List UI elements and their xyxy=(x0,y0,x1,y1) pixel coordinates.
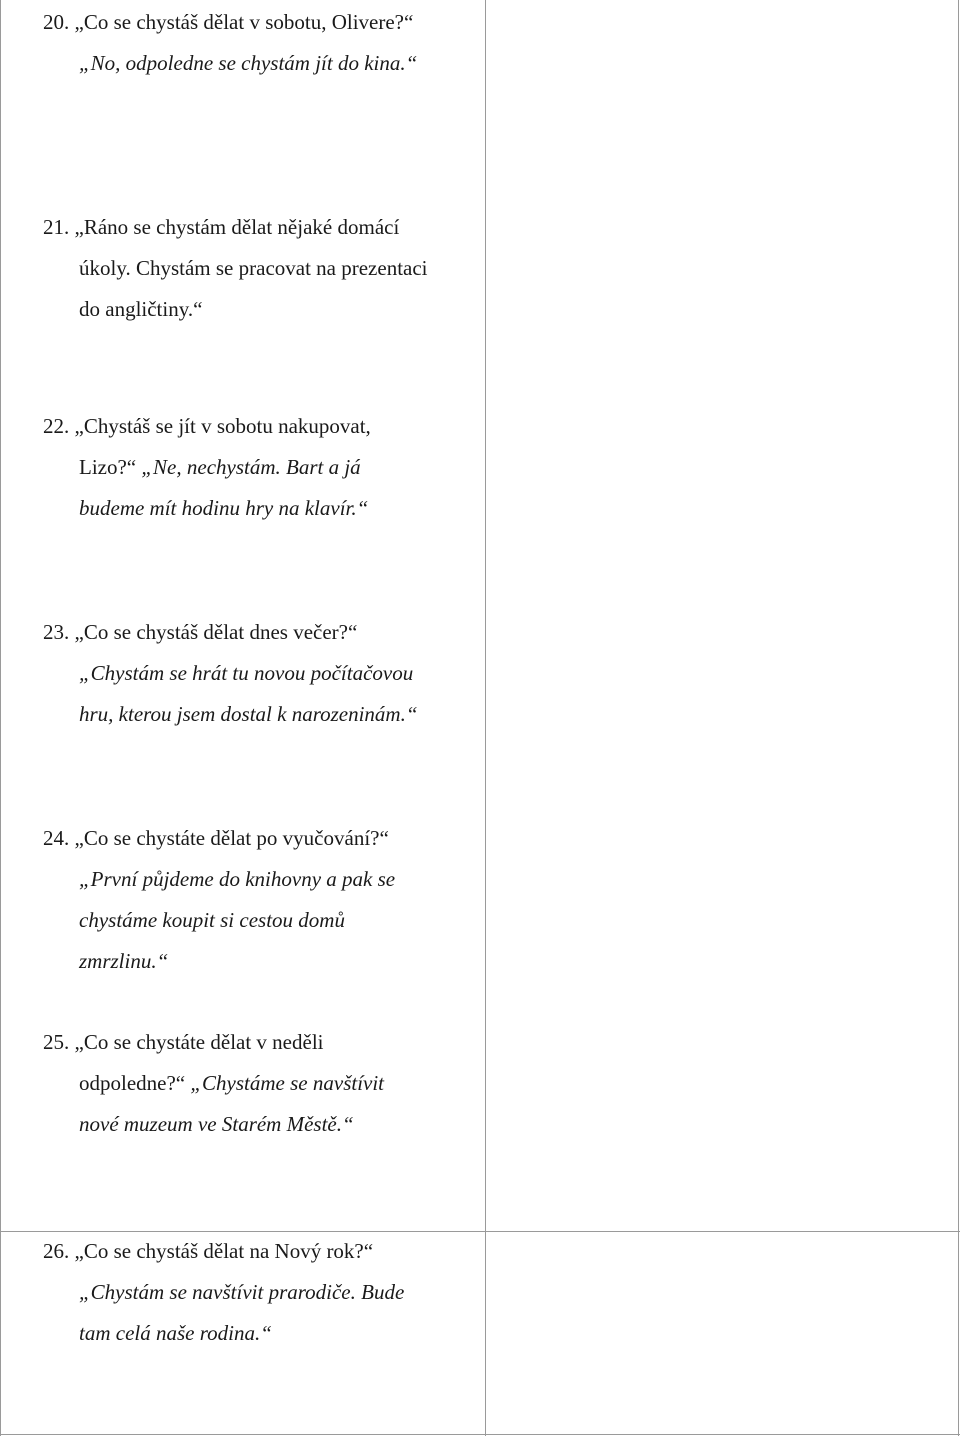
answer-text: „První půjdeme do knihovny a pak se xyxy=(79,867,396,891)
exercise-line xyxy=(43,248,483,289)
question-text: do angličtiny.“ xyxy=(79,297,203,321)
exercise-line xyxy=(43,653,483,694)
exercise-line xyxy=(43,1272,483,1313)
question-text: úkoly. Chystám se pracovat na prezentaci xyxy=(79,256,428,280)
table-border-bottom xyxy=(0,1434,960,1435)
exercise-line xyxy=(43,1104,483,1145)
exercise-line xyxy=(43,488,483,529)
exercise-item xyxy=(43,818,483,982)
question-text: „Ráno se chystám dělat nějaké domácí xyxy=(74,215,400,239)
exercise-number: 22. xyxy=(43,414,75,438)
exercise-number: 23. xyxy=(43,620,75,644)
answer-text: chystáme koupit si cestou domů xyxy=(79,908,345,932)
exercise-line xyxy=(43,43,483,84)
exercise-number: 25. xyxy=(43,1030,75,1054)
answer-text: „Chystám se navštívit prarodiče. Bude xyxy=(79,1280,405,1304)
exercise-number: 20. xyxy=(43,10,75,34)
answer-text: zmrzlinu.“ xyxy=(79,949,169,973)
exercise-line xyxy=(43,289,483,330)
question-text: „Co se chystáte dělat v neděli xyxy=(74,1030,324,1054)
exercise-line xyxy=(43,2,483,43)
question-text: „Co se chystáš dělat na Nový rok?“ xyxy=(74,1239,374,1263)
exercise-line xyxy=(43,1022,483,1063)
exercise-line xyxy=(43,612,483,653)
question-text: „Co se chystáš dělat v sobotu, Olivere?“ xyxy=(74,10,414,34)
exercise-number: 21. xyxy=(43,215,75,239)
exercise-item xyxy=(43,207,483,330)
exercise-item xyxy=(43,2,483,84)
exercise-line xyxy=(43,694,483,735)
exercise-line xyxy=(43,1231,483,1272)
table-column-divider xyxy=(485,0,486,1436)
answer-text: hru, kterou jsem dostal k narozeninám.“ xyxy=(79,702,418,726)
exercise-item xyxy=(43,1022,483,1145)
answer-text: „Ne, nechystám. Bart a já xyxy=(141,455,361,479)
exercise-number: 26. xyxy=(43,1239,75,1263)
exercise-number: 24. xyxy=(43,826,75,850)
exercise-item xyxy=(43,1231,483,1354)
question-text: „Co se chystáš dělat dnes večer?“ xyxy=(74,620,358,644)
answer-text: nové muzeum ve Starém Městě.“ xyxy=(79,1112,354,1136)
exercise-line xyxy=(43,1063,483,1104)
question-text: Lizo?“ xyxy=(79,455,142,479)
answer-text: „No, odpoledne se chystám jít do kina.“ xyxy=(79,51,418,75)
exercise-line xyxy=(43,1313,483,1354)
question-text: „Chystáš se jít v sobotu nakupovat, xyxy=(74,414,371,438)
question-text: „Co se chystáte dělat po vyučování?“ xyxy=(74,826,389,850)
answer-text: budeme mít hodinu hry na klavír.“ xyxy=(79,496,369,520)
exercise-line xyxy=(43,941,483,982)
answer-text: tam celá naše rodina.“ xyxy=(79,1321,272,1345)
exercise-item xyxy=(43,612,483,735)
answer-text: „Chystáme se navštívit xyxy=(190,1071,385,1095)
question-text: odpoledne?“ xyxy=(79,1071,191,1095)
table-border-right xyxy=(958,0,959,1436)
exercise-line xyxy=(43,406,483,447)
exercise-line xyxy=(43,447,483,488)
exercise-line xyxy=(43,818,483,859)
exercise-line xyxy=(43,900,483,941)
exercise-item xyxy=(43,406,483,529)
table-border-left xyxy=(0,0,1,1436)
answer-text: „Chystám se hrát tu novou počítačovou xyxy=(79,661,414,685)
exercise-line xyxy=(43,207,483,248)
exercise-line xyxy=(43,859,483,900)
